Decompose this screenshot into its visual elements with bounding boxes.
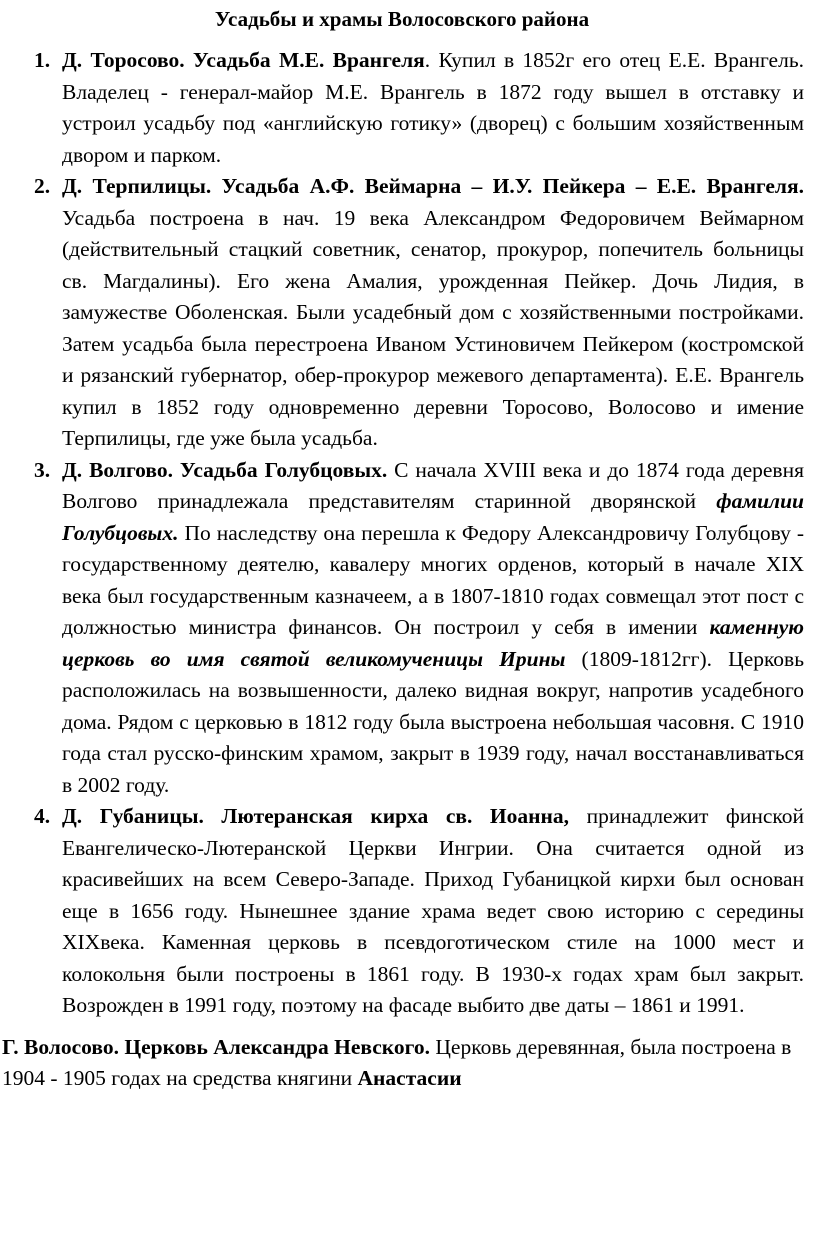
document-title: Усадьбы и храмы Волосовского района bbox=[214, 7, 590, 31]
item-text bbox=[62, 171, 804, 455]
list-item bbox=[34, 455, 805, 802]
item-heading: Д. Торосово. Усадьба М.Е. Врангеля bbox=[62, 48, 425, 72]
item-number: 2. bbox=[34, 174, 51, 198]
closing-body: Церковь деревянная, была построена в 1904 - 1905 годах на средства княгини bbox=[2, 1034, 792, 1090]
item-emphasis: фамилии Голубцовых. bbox=[62, 489, 804, 545]
item-body: (1809-1812гг). Церковь расположилась на возвышенности, далеко видная вокруг, напротив усадебного дома. Рядом с церковью в 1812 году была выстроена небольшая часовня. С 1910 года стал русско-финским храмом, закрыт в 1939 году, начал восстанавливаться в 2002 году. bbox=[62, 646, 805, 797]
closing-name: Анастасии bbox=[357, 1066, 462, 1090]
closing-heading: Г. Волосово. Церковь Александра Невского. bbox=[2, 1034, 431, 1059]
list-item bbox=[34, 171, 804, 455]
item-body: С начала XVIII века и до 1874 года деревня Волгово принадлежала представителям старинной дворянской bbox=[62, 457, 804, 513]
item-heading: Д. Терпилицы. Усадьба А.Ф. Веймарна – И.У. Пейкера – Е.Е. Врангеля. bbox=[62, 174, 804, 198]
item-body: Усадьба построена в нач. 19 века Александром Федоровичем Веймарном (действительный стацкий советник, сенатор, прокурор, попечитель больницы св. Магдалины). Его жена Амалия, урожденная Пейкер. Дочь Лидия, в замужестве Оболенская. Были усадебный дом с хозяйственными постройками. Затем усадьба была перестроена Иваном Устиновичем Пейкером (костромской и рязанский губернатор, обер-прокурор межевого департамента). Е.Е. Врангель купил в 1852 году одновременно деревни Торосово, Волосово и имение Терпилицы, где уже была усадьба. bbox=[62, 205, 804, 450]
closing-paragraph bbox=[0, 1032, 804, 1095]
estate-list bbox=[0, 45, 804, 1022]
list-item bbox=[34, 45, 804, 171]
item-text bbox=[62, 455, 804, 802]
item-heading: Д. Губаницы. Лютеранская кирха св. Иоанна, bbox=[62, 804, 570, 828]
item-emphasis: каменную церковь во имя святой великомученицы Ирины bbox=[62, 615, 804, 671]
item-text bbox=[62, 45, 804, 171]
item-body: принадлежит финской Евангелическо-Лютеранской Церкви Ингрии. Она считается одной из красивейших на всем Северо-Западе. Приход Губаницкой кирхи был основан еще в 1656 году. Нынешнее здание храма ведет свою историю с середины XIXвека. Каменная церковь в псевдоготическом стиле на 1000 мест и колокольня были построены в 1861 году. В 1930-х годах храм был закрыт. Возрожден в 1991 году, поэтому на фасаде выбито две даты – 1861 и 1991. bbox=[62, 804, 805, 1017]
item-number: 1. bbox=[34, 48, 51, 72]
item-text bbox=[62, 801, 804, 1022]
item-body: . Купил в 1852г его отец Е.Е. Врангель. Владелец - генерал-майор М.Е. Врангель в 1872 году вышел в отставку и устроил усадьбу под «английскую готику» (дворец) с большим хозяйственным двором и парком. bbox=[62, 48, 804, 167]
item-number: 4. bbox=[34, 804, 51, 828]
list-item bbox=[34, 801, 805, 1022]
item-heading: Д. Волгово. Усадьба Голубцовых. bbox=[62, 457, 388, 482]
item-body: По наследству она перешла к Федору Александровичу Голубцову - государственному деятелю, кавалеру многих орденов, который в начале XIX века был государственным казначеем, а в 1807-1810 годах совмещал этот пост с должностью министра финансов. Он построил у себя в имении bbox=[62, 520, 804, 639]
item-number: 3. bbox=[34, 457, 51, 482]
